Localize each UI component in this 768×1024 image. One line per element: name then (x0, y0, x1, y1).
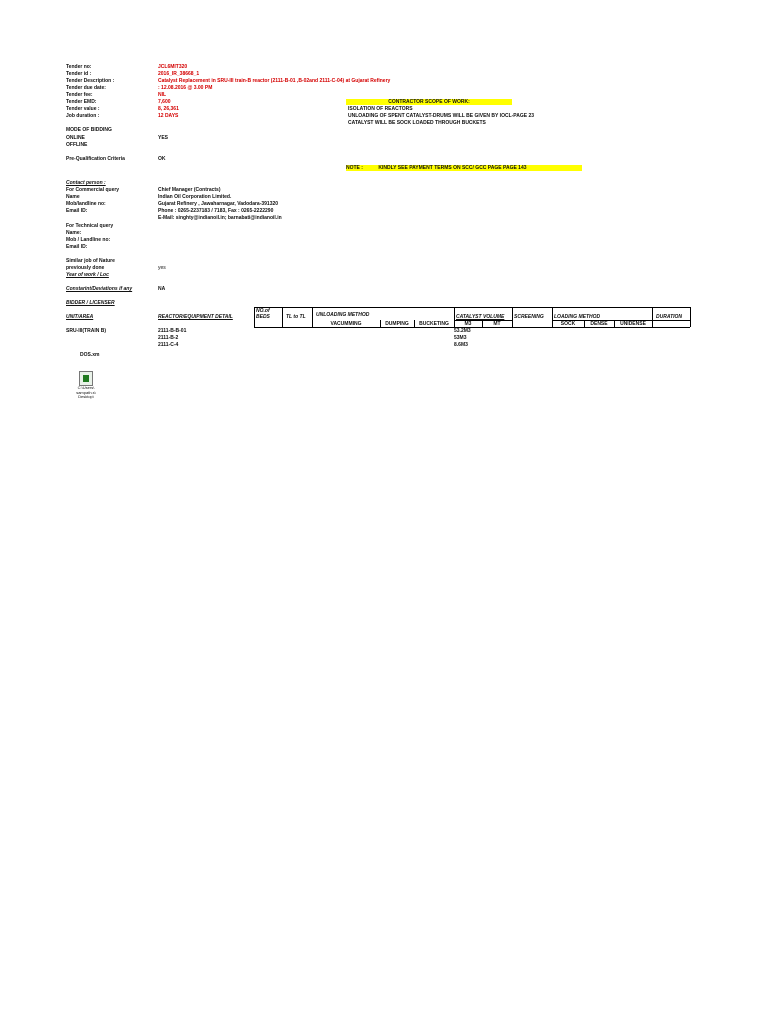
prequal-value: OK (158, 156, 166, 162)
bidding-offline-label: OFFLINE (66, 142, 88, 148)
bidding-heading: MODE OF BIDDING (66, 127, 112, 133)
header-loading-method: LOADING METHOD (554, 314, 601, 320)
table-row-volume: 8.6M3 (454, 342, 468, 348)
contact-phone-value: Phone : 0265-2237183 / 7183, Fax : 0265-2222290 (158, 208, 274, 214)
similar-job-value: yes (158, 265, 166, 271)
header-m3: M3 (464, 321, 472, 327)
header-vacumming: VACUMMING (330, 321, 362, 327)
tender-description-label: Tender Description : (66, 78, 115, 84)
contact-mob-value: Gujarat Refinery , Jawaharnagar, Vadodara-391320 (158, 201, 279, 207)
header-unloading-method: UNLOADING METHOD (316, 312, 370, 318)
bidding-online-label: ONLINE (66, 135, 85, 141)
spreadsheet-file-icon[interactable] (79, 371, 93, 386)
job-duration-value: 12 DAYS (158, 113, 179, 119)
tender-id-value: 2016_IR_38668_1 (158, 71, 200, 77)
note-text: KINDLY SEE PAYMENT TERMS ON SCC/ GCC PAGE PAGE 143 (378, 165, 527, 171)
commercial-query-label: For Commercial query (66, 187, 120, 193)
constraint-label: Constarint/Deviations if any (66, 286, 133, 292)
header-screening: SCREENING (514, 314, 544, 320)
header-unidense: UNIDENSE (620, 321, 646, 327)
similar-job-label: Similar job of Nature (66, 258, 115, 264)
contact-name-label: Name (66, 194, 80, 200)
table-row-equipment: 2111-C-4 (158, 342, 179, 348)
scope-heading: CONTRACTOR SCOPE OF WORK: (346, 99, 512, 105)
contact-email-value: E-Mail: singhty@indianoil.in; barnabati@indianoil.in (158, 215, 282, 221)
commercial-query-value: Chief Manager (Contracts) (158, 187, 221, 193)
header-tl-to-tl: TL to TL (286, 314, 306, 320)
header-mt: MT (493, 321, 501, 327)
tender-id-label: Tender id : (66, 71, 92, 77)
technical-mob-label: Mob / Landline no: (66, 237, 111, 243)
tender-no-value: JCL6MIT320 (158, 64, 188, 70)
unit-area-value: SRU-III(TRAIN B) (66, 328, 106, 334)
scope-line: ISOLATION OF REACTORS (348, 106, 413, 112)
prequal-label: Pre-Qualification Criteria (66, 156, 125, 162)
bidding-online-value: YES (158, 135, 169, 141)
contact-email-label: Email ID: (66, 208, 88, 214)
table-row-volume: 53.2M3 (454, 328, 471, 334)
tender-emd-value: 7,600 (158, 99, 171, 105)
contact-name-value: Indian Oil Corporation Limited. (158, 194, 232, 200)
technical-name-label: Name: (66, 230, 82, 236)
dos-label: DOS.xm (80, 352, 100, 358)
scope-line: UNLOADING OF SPENT CATALYST-DRUMS WILL BE GIVEN BY IOCL-PAGE 23 (348, 113, 535, 119)
similar-job-label-2: previously done (66, 265, 105, 271)
header-dense: DENSE (590, 321, 608, 327)
year-of-work-label: Year of work / Loc (66, 272, 109, 278)
header-reactor-equipment: REACTOR/EQUIPMENT DETAIL (158, 314, 233, 320)
contact-mob-label: Mob/landline no: (66, 201, 106, 207)
tender-value-label: Tender value : (66, 106, 100, 112)
note-bar (346, 165, 582, 171)
tender-fee-value: NIL (158, 92, 167, 98)
header-sock: SOCK (560, 321, 576, 327)
tender-no-label: Tender no: (66, 64, 92, 70)
constraint-value: NA (158, 286, 166, 292)
header-dumping: DUMPING (385, 321, 409, 327)
technical-query-label: For Technical query (66, 223, 114, 229)
header-duration: DURATION (656, 314, 683, 320)
header-no-of-beds: NO.of BEDS (256, 308, 270, 320)
technical-email-label: Email ID: (66, 244, 88, 250)
tender-fee-label: Tender fee: (66, 92, 93, 98)
note-label: NOTE : (346, 165, 363, 171)
embedded-file-caption[interactable]: C:\Users\ sampath.s\ Desktop\ (76, 385, 96, 399)
table-row-equipment: 2111-B-2 (158, 335, 179, 341)
header-bucketing: BUCKETING (419, 321, 449, 327)
tender-due-date-value: : 12.08.2016 @ 3.00 PM (158, 85, 213, 91)
tender-description-value: Catalyst Replacement in SRU-III train-B reactor (2111-B-01 ,B-02and 2111-C-04) at Gujarat Refinery (158, 78, 391, 84)
tender-emd-label: Tender EMD: (66, 99, 97, 105)
table-row-volume: 53M3 (454, 335, 467, 341)
scope-line: CATALYST WILL BE SOCK LOADED THROUGH BUCKETS (348, 120, 486, 126)
header-unit-area: UNIT/AREA (66, 314, 94, 320)
tender-due-date-label: Tender due date: (66, 85, 106, 91)
header-catalyst-volume: CATALYST VOLUME (456, 314, 505, 320)
job-duration-label: Job duration : (66, 113, 100, 119)
bidder-heading: BIDDER / LICENSER (66, 300, 115, 306)
contact-heading: Contact person : (66, 180, 106, 186)
table-row-equipment: 2111-B-B-01 (158, 328, 187, 334)
tender-value-value: 8, 26,361 (158, 106, 179, 112)
